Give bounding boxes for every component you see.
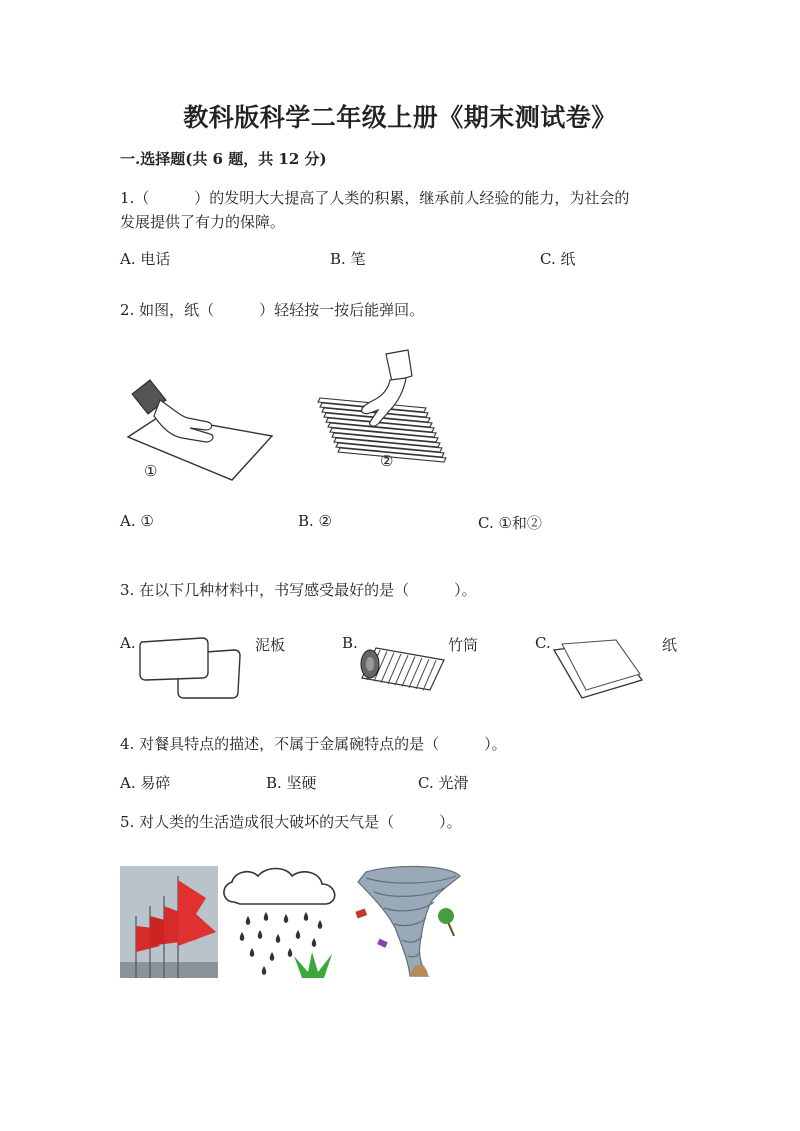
question-5-text: 5. 对人类的生活造成很大破坏的天气是（ ）。 [120,813,462,831]
question-2-option-b[interactable]: B. ② [298,512,333,530]
question-2-text: 2. 如图，纸（ ）轻轻按一按后能弹回。 [120,301,425,319]
question-1-option-b[interactable]: B. 笔 [330,250,366,268]
question-3-option-a-name: 泥板 [255,636,286,654]
question-3-option-a-letter[interactable]: A. [120,634,136,652]
image-1-label: ① [144,462,158,480]
question-4-option-b[interactable]: B. 坚硬 [266,774,317,792]
question-3-option-c-letter[interactable]: C. [535,634,551,652]
tornado-image [352,864,472,978]
question-4-option-c[interactable]: C. 光滑 [418,774,469,792]
image-2-label: ② [380,452,394,470]
rain-cloud-image [220,868,344,978]
wind-flags-image [120,866,218,978]
question-1-option-c[interactable]: C. 纸 [540,250,576,268]
flying-tree-icon [438,908,454,936]
question-2-option-c[interactable]: C. ①和② [478,514,542,532]
question-3-text: 3. 在以下几种材料中，书写感受最好的是（ ）。 [120,581,477,599]
question-2-option-a[interactable]: A. ① [120,512,154,530]
question-4-option-a[interactable]: A. 易碎 [120,774,171,792]
clay-tablet-image [138,636,242,700]
question-1-option-a[interactable]: A. 电话 [120,250,171,268]
paper-sheets-image [552,640,644,702]
question-3-option-b-name: 竹筒 [448,636,479,654]
question-3-option-b-letter[interactable]: B. [342,634,358,652]
corrugated-paper-hand-image [308,350,448,460]
bamboo-slips-image [358,642,448,694]
question-1-line-2: 发展提供了有力的保障。 [120,213,286,231]
question-4-text: 4. 对餐具特点的描述，不属于金属碗特点的是（ ）。 [120,735,507,753]
page-title: 教科版科学二年级上册《期末测试卷》 [183,103,617,132]
section-heading: 一.选择题(共 6 题，共 12 分) [120,150,327,168]
question-1-line-1: 1.（ ）的发明大大提高了人类的积累，继承前人经验的能力，为社会的 [120,189,630,207]
question-3-option-c-name: 纸 [662,636,678,654]
